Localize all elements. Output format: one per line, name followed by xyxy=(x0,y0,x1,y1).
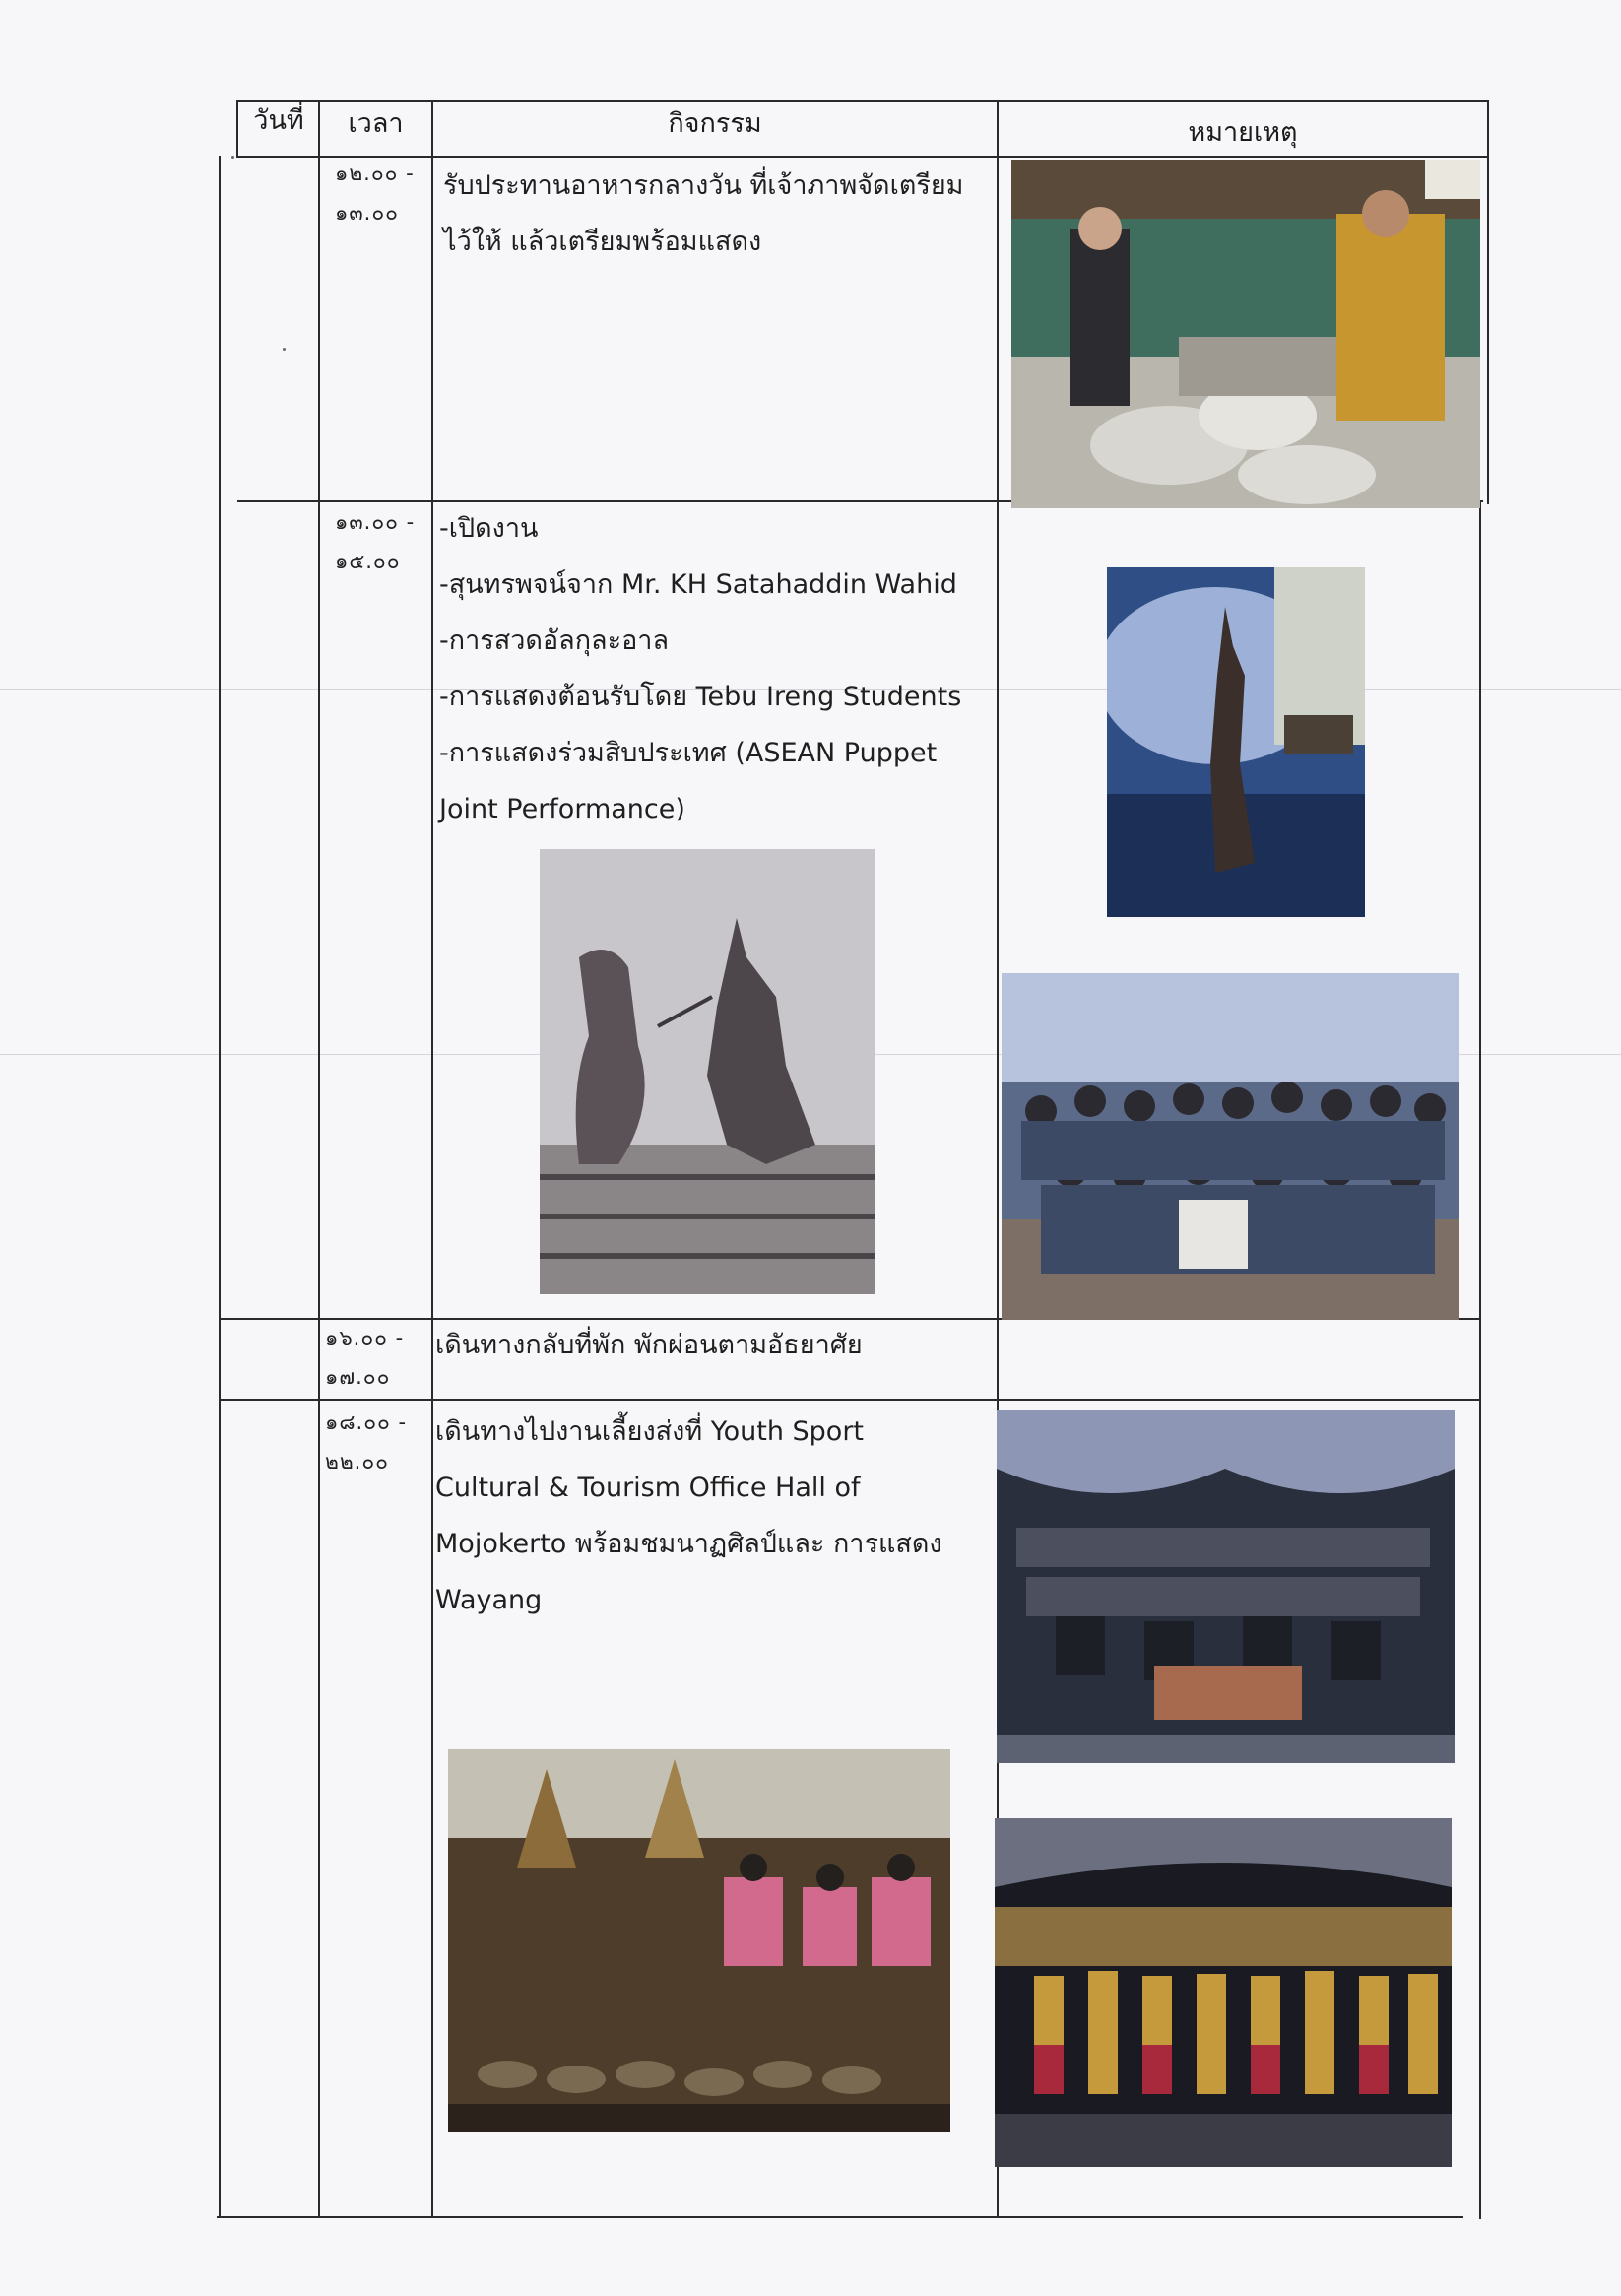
row-activity: รับประทานอาหารกลางวัน ที่เจ้าภาพจัดเตรียม ไว้ให้ แล้วเตรียมพร้อมแสดง xyxy=(443,170,964,257)
row-time: ๑๓.๐๐ - ๑๕.๐๐ xyxy=(335,510,416,573)
puppet-stage-photo xyxy=(1107,567,1365,917)
header-time: เวลา xyxy=(348,108,404,139)
dance-performance-photo xyxy=(995,1818,1452,2167)
header-day: วันที่ xyxy=(253,105,304,136)
group-photo xyxy=(1002,973,1459,1320)
lunch-buffet-photo xyxy=(1011,160,1480,508)
row-time: ๑๖.๐๐ - ๑๗.๐๐ xyxy=(325,1326,405,1389)
header-activity: กิจกรรม xyxy=(668,108,762,139)
row-time: ๑๘.๐๐ - ๒๒.๐๐ xyxy=(325,1410,408,1474)
header-note: หมายเหตุ xyxy=(1188,117,1298,148)
scan-speck xyxy=(283,348,286,351)
shadow-puppet-photo xyxy=(540,849,875,1294)
row-activity: เดินทางกลับที่พัก พักผ่อนตามอัธยาศัย xyxy=(435,1330,863,1360)
row-activity: -เปิดงาน -สุนทรพจน์จาก Mr. KH Satahaddin Wahid -การสวดอัลกุละอาล -การแสดงต้อนรับโดย Tebu Ireng Students -การแสดงร่วมสิบประเทศ (ASEAN Puppet Joint Performance) xyxy=(439,513,962,824)
row-activity: เดินทางไปงานเลี้ยงส่งที่ Youth Sport Cultural & Tourism Office Hall of Mojokerto พร้อมชมนาฏศิลป์และ การแสดง Wayang xyxy=(435,1416,942,1615)
row-time: ๑๒.๐๐ - ๑๓.๐๐ xyxy=(335,162,415,225)
gamelan-wayang-photo xyxy=(448,1749,950,2132)
dinner-audience-photo xyxy=(997,1410,1455,1763)
scan-speck xyxy=(231,156,234,159)
